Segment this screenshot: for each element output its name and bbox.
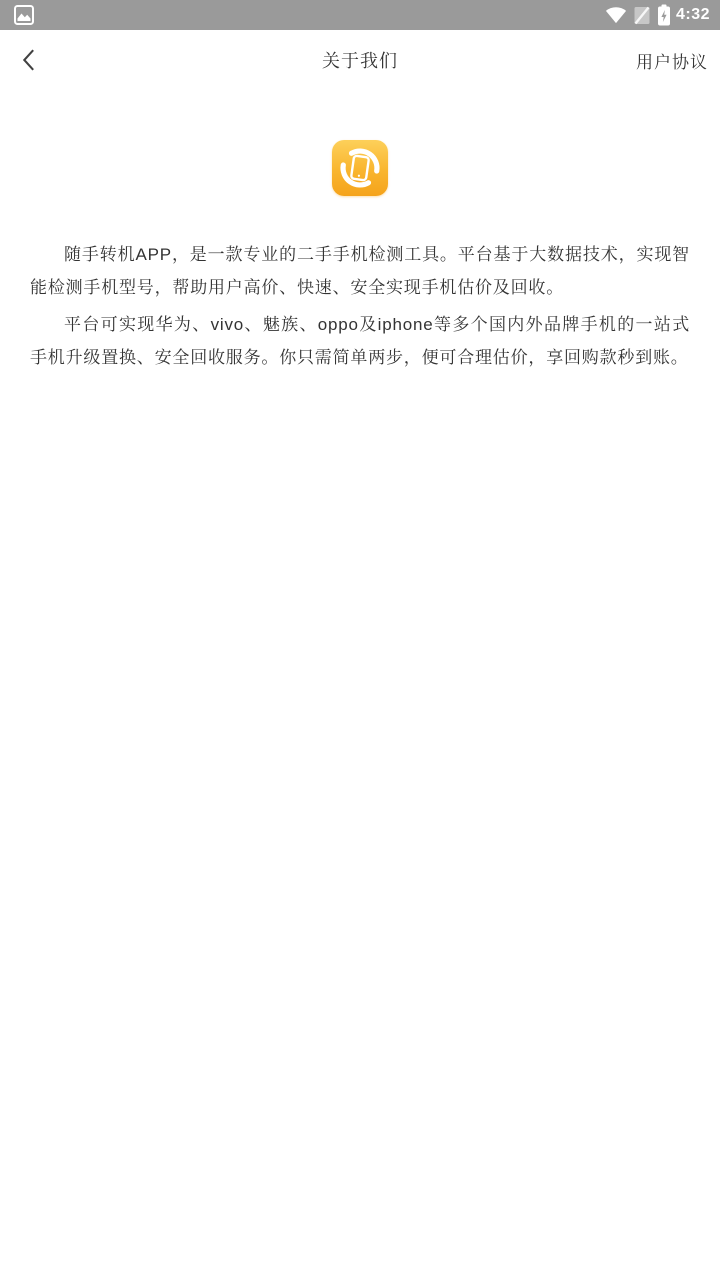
phone-rotate-icon <box>332 140 388 196</box>
logo-container <box>0 90 720 196</box>
page-title: 关于我们 <box>322 51 398 71</box>
no-sim-icon <box>634 6 650 25</box>
app-logo <box>332 140 388 196</box>
wifi-icon <box>605 6 627 24</box>
about-paragraph-1: 随手转机APP，是一款专业的二手手机检测工具。平台基于大数据技术，实现智能检测手机型号，帮助用户高价、快速、安全实现手机估价及回收。 <box>30 245 690 297</box>
nav-bar <box>0 30 720 90</box>
user-agreement-link[interactable]: 用户协议 <box>636 42 708 79</box>
about-paragraph-2: 平台可实现华为、vivo、魅族、oppo及iphone等多个国内外品牌手机的一站式手机升级置换、安全回收服务。你只需简单两步，便可合理估价，享回购款秒到账。 <box>30 315 690 367</box>
battery-charging-icon <box>657 4 671 26</box>
image-notification-icon <box>14 5 34 25</box>
about-content <box>0 196 720 374</box>
status-time: 4:32 <box>675 6 710 23</box>
status-bar <box>0 0 720 30</box>
